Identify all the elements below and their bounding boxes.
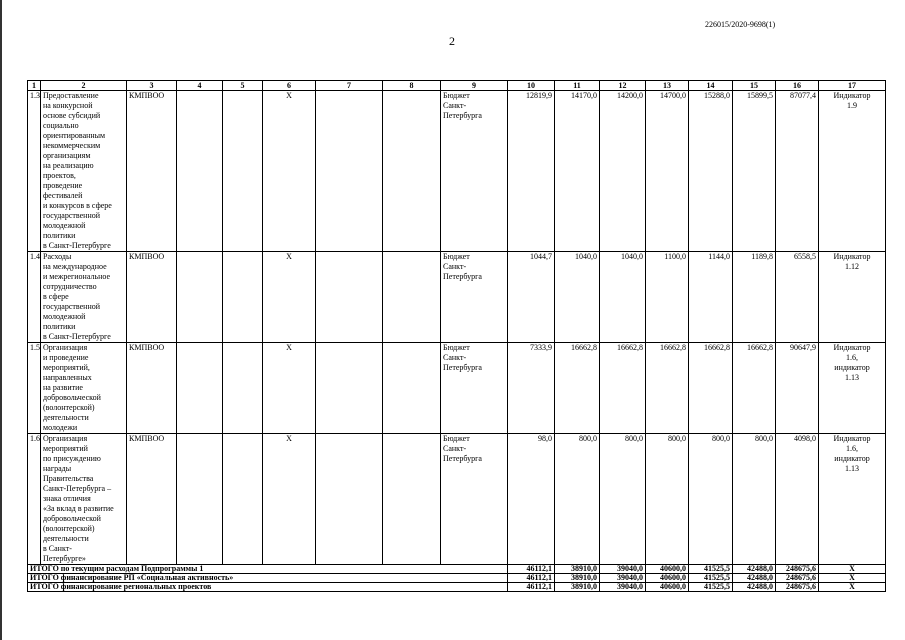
total-value-col-10: 46112,1: [508, 574, 555, 583]
column-header-4: 4: [177, 81, 223, 91]
row-indicator: Индикатор 1.9: [819, 91, 886, 252]
total-row: [28, 574, 886, 583]
row-executor: КМПВОО: [127, 343, 177, 434]
total-mark: X: [819, 565, 886, 574]
row-mark: X: [263, 343, 316, 434]
row-value-col-16: 4098,0: [776, 434, 819, 565]
total-value-col-15: 42488,0: [733, 574, 776, 583]
empty-cell: [177, 252, 223, 343]
table-row: [28, 91, 886, 252]
empty-cell: [383, 434, 441, 565]
total-value-col-13: 40600,0: [646, 583, 689, 592]
total-value-col-10: 46112,1: [508, 565, 555, 574]
table-row: [28, 434, 886, 565]
row-value-col-14: 800,0: [689, 434, 733, 565]
column-header-14: 14: [689, 81, 733, 91]
row-value-col-12: 1040,0: [600, 252, 646, 343]
total-mark: X: [819, 583, 886, 592]
row-executor: КМПВОО: [127, 434, 177, 565]
total-value-col-15: 42488,0: [733, 565, 776, 574]
column-header-5: 5: [223, 81, 263, 91]
total-row: [28, 583, 886, 592]
total-value-col-11: 38910,0: [555, 565, 600, 574]
table-row: [28, 252, 886, 343]
row-value-col-12: 14200,0: [600, 91, 646, 252]
total-mark: X: [819, 574, 886, 583]
total-value-col-16: 248675,6: [776, 574, 819, 583]
total-label: ИТОГО финансирование РП «Социальная активность»: [28, 574, 508, 583]
row-indicator: Индикатор 1.6, индикатор 1.13: [819, 434, 886, 565]
row-index: 1.4: [28, 252, 41, 343]
row-index: 1.5: [28, 343, 41, 434]
column-header-7: 7: [316, 81, 383, 91]
row-funding-source: Бюджет Санкт- Петербурга: [441, 252, 508, 343]
empty-cell: [383, 91, 441, 252]
row-value-col-15: 16662,8: [733, 343, 776, 434]
row-value-col-11: 1040,0: [555, 252, 600, 343]
row-funding-source: Бюджет Санкт- Петербурга: [441, 434, 508, 565]
row-value-col-12: 800,0: [600, 434, 646, 565]
total-label: ИТОГО финансирование региональных проектов: [28, 583, 508, 592]
empty-cell: [177, 434, 223, 565]
row-value-col-15: 800,0: [733, 434, 776, 565]
document-number: 226015/2020-9698(1): [705, 20, 776, 29]
row-indicator: Индикатор 1.12: [819, 252, 886, 343]
empty-cell: [223, 252, 263, 343]
row-value-col-13: 14700,0: [646, 91, 689, 252]
total-value-col-16: 248675,6: [776, 565, 819, 574]
total-value-col-11: 38910,0: [555, 574, 600, 583]
row-value-col-16: 90647,9: [776, 343, 819, 434]
column-header-6: 6: [263, 81, 316, 91]
column-header-8: 8: [383, 81, 441, 91]
row-mark: X: [263, 434, 316, 565]
column-header-11: 11: [555, 81, 600, 91]
row-value-col-13: 800,0: [646, 434, 689, 565]
total-value-col-12: 39040,0: [600, 583, 646, 592]
row-mark: X: [263, 91, 316, 252]
column-number-row: [28, 81, 886, 91]
row-value-col-14: 15288,0: [689, 91, 733, 252]
row-executor: КМПВОО: [127, 252, 177, 343]
total-value-col-14: 41525,5: [689, 574, 733, 583]
row-activity-name: Расходы на международное и межрегиональное сотрудничество в сфере государственной молодежной политики в Санкт-Петербурге: [41, 252, 127, 343]
column-header-12: 12: [600, 81, 646, 91]
empty-cell: [383, 252, 441, 343]
column-header-3: 3: [127, 81, 177, 91]
empty-cell: [383, 343, 441, 434]
row-value-col-14: 1144,0: [689, 252, 733, 343]
row-value-col-15: 15899,5: [733, 91, 776, 252]
total-value-col-16: 248675,6: [776, 583, 819, 592]
column-header-17: 17: [819, 81, 886, 91]
empty-cell: [316, 91, 383, 252]
row-value-col-13: 1100,0: [646, 252, 689, 343]
row-activity-name: Организация и проведение мероприятий, направленных на развитие добровольческой (волонтерской) деятельности молодежи: [41, 343, 127, 434]
total-value-col-13: 40600,0: [646, 565, 689, 574]
row-value-col-16: 87077,4: [776, 91, 819, 252]
row-value-col-10: 1044,7: [508, 252, 555, 343]
empty-cell: [316, 434, 383, 565]
row-indicator: Индикатор 1.6, индикатор 1.13: [819, 343, 886, 434]
empty-cell: [223, 343, 263, 434]
empty-cell: [316, 343, 383, 434]
total-value-col-11: 38910,0: [555, 583, 600, 592]
row-value-col-16: 6558,5: [776, 252, 819, 343]
total-value-col-14: 41525,5: [689, 565, 733, 574]
total-row: [28, 565, 886, 574]
row-index: 1.6: [28, 434, 41, 565]
column-header-1: 1: [28, 81, 41, 91]
row-value-col-10: 12819,9: [508, 91, 555, 252]
row-value-col-10: 98,0: [508, 434, 555, 565]
empty-cell: [223, 434, 263, 565]
row-value-col-11: 16662,8: [555, 343, 600, 434]
total-value-col-14: 41525,5: [689, 583, 733, 592]
row-activity-name: Предоставление на конкурсной основе субсидий социально ориентированным некоммерческим организациям на реализацию проектов, проведение фестивалей и конкурсов в сфере государственной молодежной политики в Санкт-Петербурге: [41, 91, 127, 252]
row-value-col-11: 14170,0: [555, 91, 600, 252]
row-activity-name: Организация мероприятий по присуждению награды Правительства Санкт-Петербурга – знака отличия «За вклад в развитие добровольческой (волонтерской) деятельности в Санкт- Петербурге»: [41, 434, 127, 565]
row-value-col-13: 16662,8: [646, 343, 689, 434]
total-value-col-13: 40600,0: [646, 574, 689, 583]
row-mark: X: [263, 252, 316, 343]
total-value-col-12: 39040,0: [600, 574, 646, 583]
row-executor: КМПВОО: [127, 91, 177, 252]
total-label: ИТОГО по текущим расходам Подпрограммы 1: [28, 565, 508, 574]
row-funding-source: Бюджет Санкт- Петербурга: [441, 343, 508, 434]
column-header-16: 16: [776, 81, 819, 91]
budget-table: [27, 80, 886, 592]
column-header-10: 10: [508, 81, 555, 91]
empty-cell: [177, 343, 223, 434]
row-value-col-10: 7333,9: [508, 343, 555, 434]
row-value-col-12: 16662,8: [600, 343, 646, 434]
empty-cell: [223, 91, 263, 252]
row-index: 1.3: [28, 91, 41, 252]
total-value-col-12: 39040,0: [600, 565, 646, 574]
row-funding-source: Бюджет Санкт- Петербурга: [441, 91, 508, 252]
column-header-9: 9: [441, 81, 508, 91]
empty-cell: [316, 252, 383, 343]
column-header-13: 13: [646, 81, 689, 91]
row-value-col-11: 800,0: [555, 434, 600, 565]
table-row: [28, 343, 886, 434]
column-header-2: 2: [41, 81, 127, 91]
page-number: 2: [449, 34, 455, 48]
scan-margin-line: [0, 0, 2, 640]
row-value-col-14: 16662,8: [689, 343, 733, 434]
empty-cell: [177, 91, 223, 252]
row-value-col-15: 1189,8: [733, 252, 776, 343]
total-value-col-15: 42488,0: [733, 583, 776, 592]
column-header-15: 15: [733, 81, 776, 91]
total-value-col-10: 46112,1: [508, 583, 555, 592]
